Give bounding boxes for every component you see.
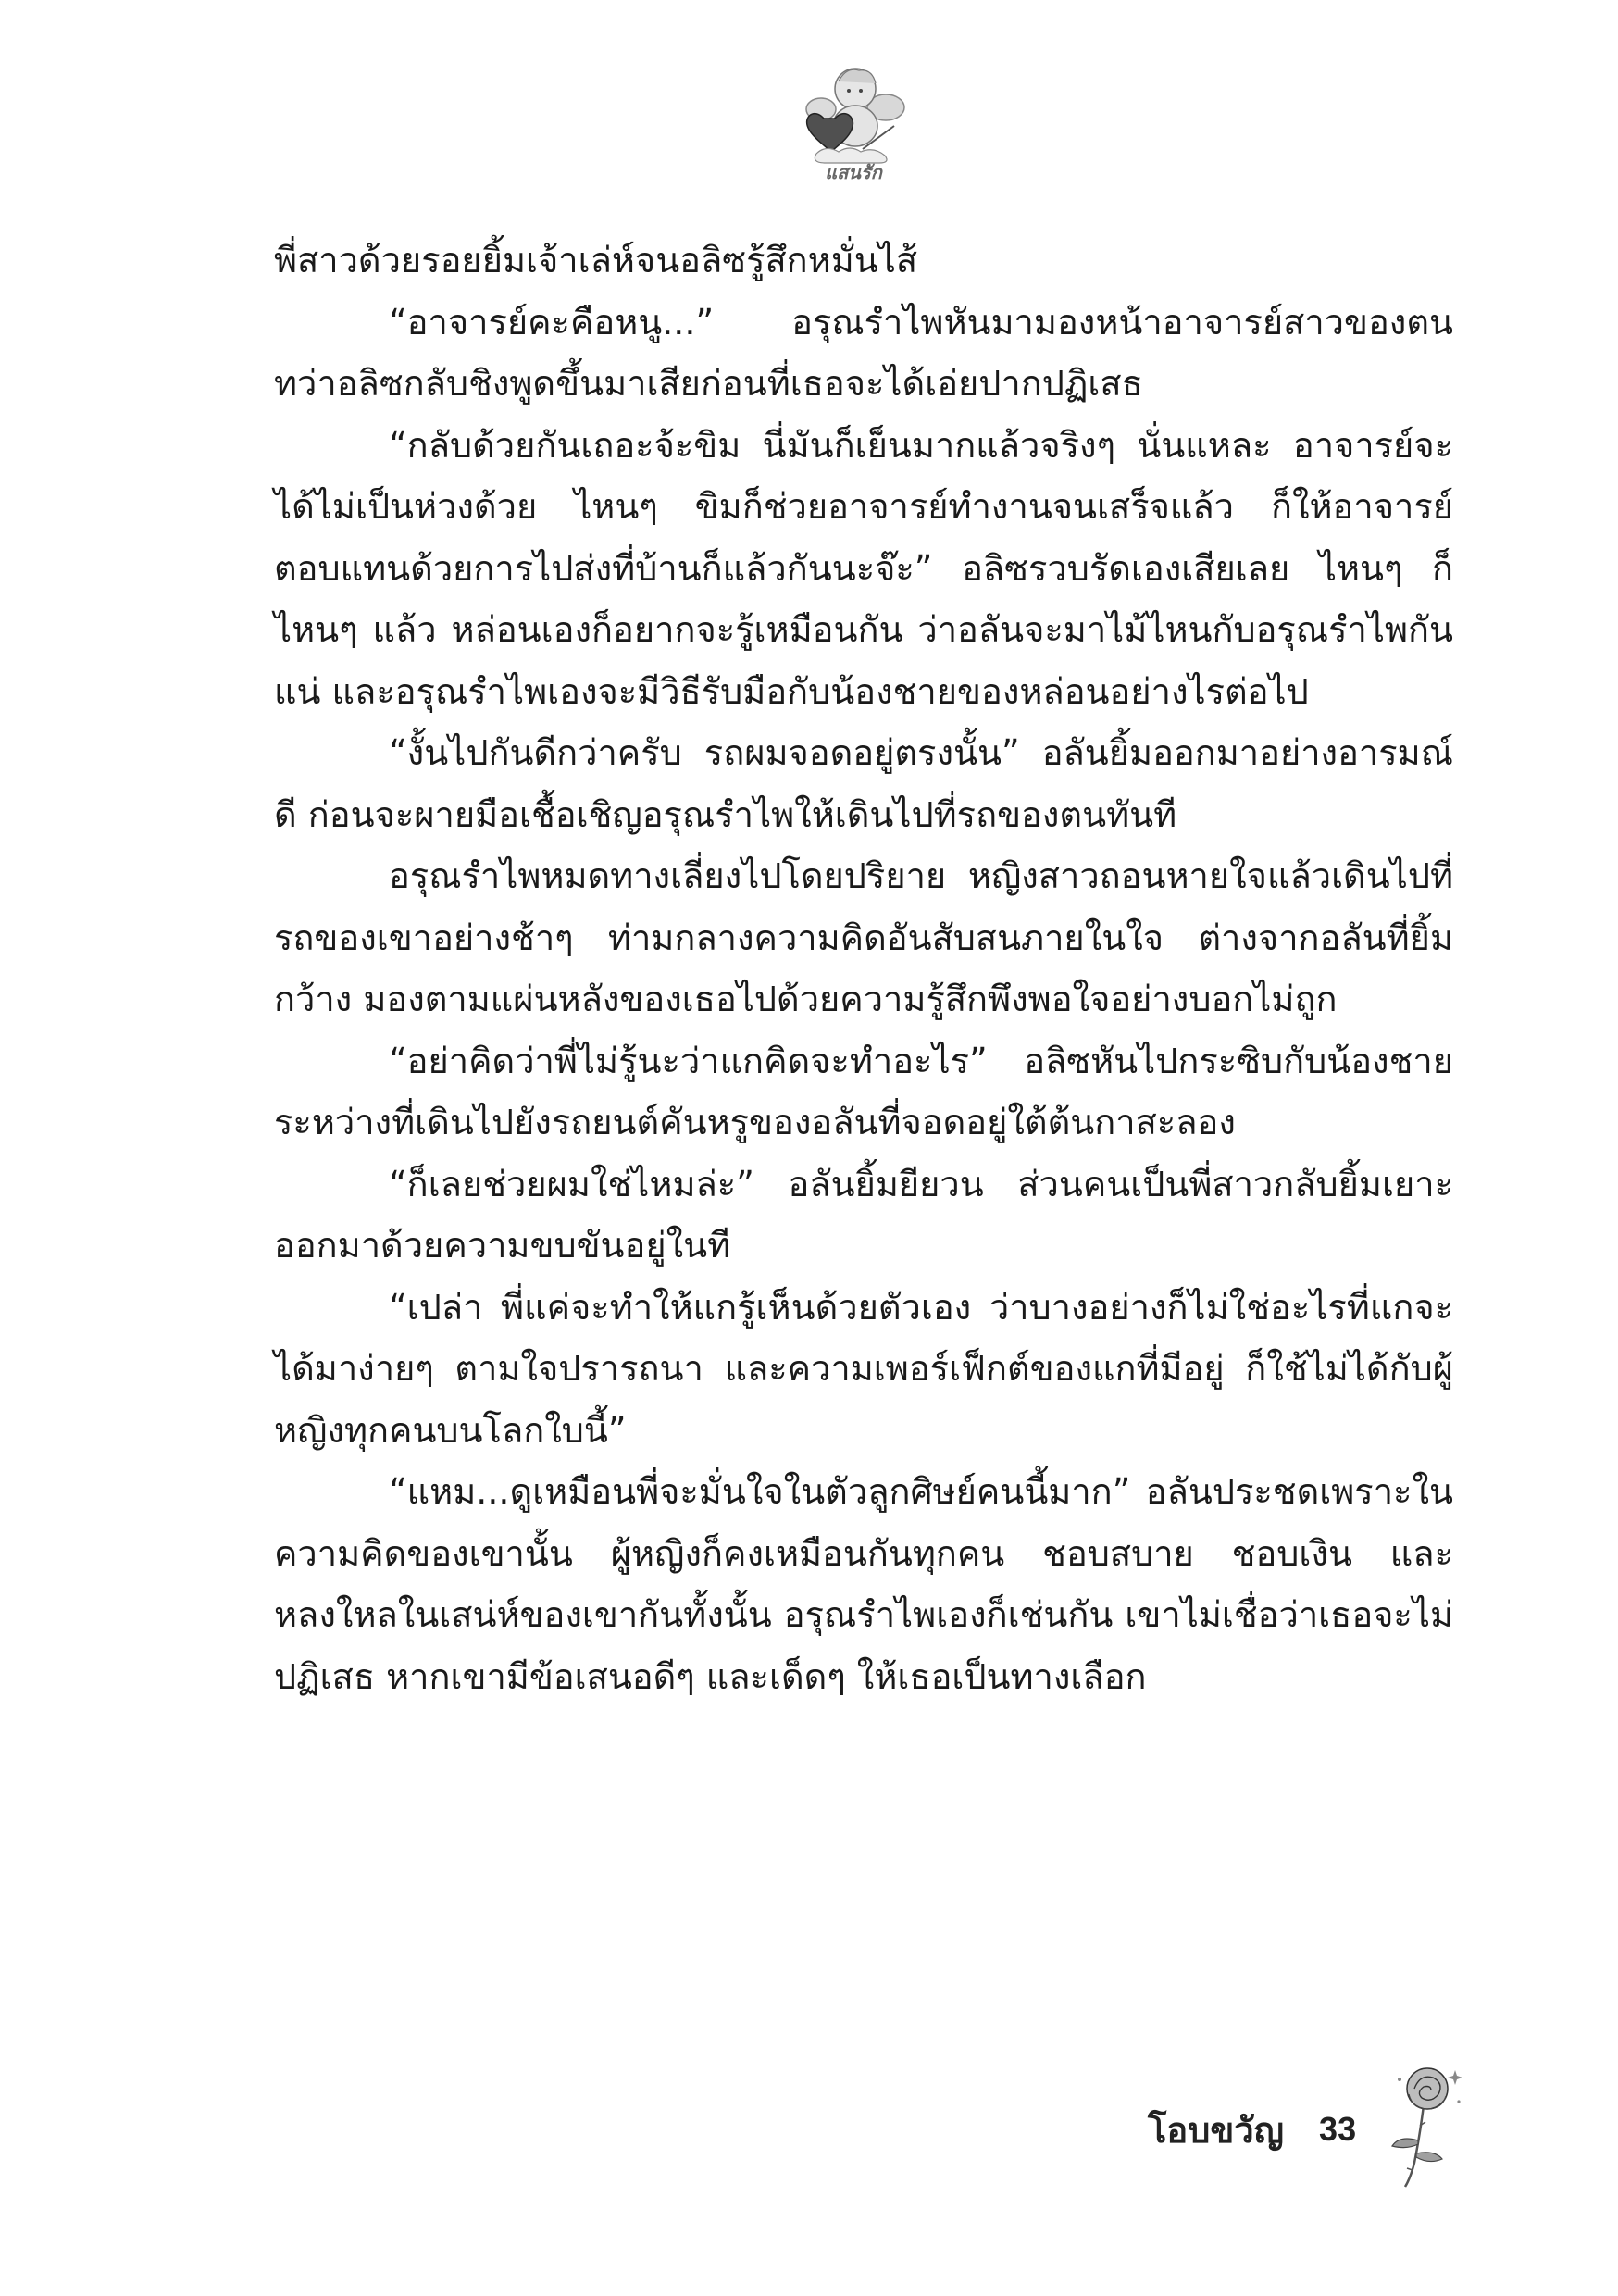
paragraph-5: อรุณรำไพหมดทางเลี่ยงไปโดยปริยาย หญิงสาวถอนหายใจแล้วเดินไปที่รถของเขาอย่างช้าๆ ท่ามกลางความคิดอันสับสนภายในใจ ต่างจากอลันที่ยิ้มกว้าง มองตามแผ่นหลังของเธอไปด้วยความรู้สึกพึงพอใจอย่างบอกไม่ถูก (274, 855, 1453, 1019)
cupid-logo (798, 61, 909, 181)
paragraph-8: “เปล่า พี่แค่จะทำให้แกรู้เห็นด้วยตัวเอง ว่าบางอย่างก็ไม่ใช่อะไรที่แกจะได้มาง่ายๆ ตามใจปรารถนา และความเพอร์เฟ็กต์ของแกที่มีอยู่ ก็ใช้ไม่ได้กับผู้หญิงทุกคนบนโลกใบนี้” (274, 1286, 1453, 1451)
logo-text: แสนรัก (825, 161, 882, 183)
chapter-body (274, 230, 1453, 1707)
book-title: โอบขวัญ (1148, 2109, 1285, 2151)
rose-icon (1387, 2061, 1470, 2190)
paragraph-2: “อาจารย์คะคือหนู...” อรุณรำไพหันมามองหน้าอาจารย์สาวของตน ทว่าอลิซกลับชิงพูดขึ้นมาเสียก่อนที่เธอจะได้เอ่ยปากปฏิเสธ (274, 301, 1453, 404)
paragraph-1: พี่สาวด้วยรอยยิ้มเจ้าเล่ห์จนอลิซรู้สึกหมั่นไส้ (274, 240, 918, 281)
paragraph-4: “งั้นไปกันดีกว่าครับ รถผมจอดอยู่ตรงนั้น” อลันยิ้มออกมาอย่างอารมณ์ดี ก่อนจะผายมือเชื้อเชิญอรุณรำไพให้เดินไปที่รถของตนทันที (274, 732, 1453, 835)
paragraph-9: “แหม...ดูเหมือนพี่จะมั่นใจในตัวลูกศิษย์คนนี้มาก” อลันประชดเพราะในความคิดของเขานั้น ผู้หญิงก็คงเหมือนกันทุกคน ชอบสบาย ชอบเงิน และหลงใหลในเสน่ห์ของเขากันทั้งนั้น อรุณรำไพเองก็เช่นกัน เขาไม่เชื่อว่าเธอจะไม่ปฏิเสธ หากเขามีข้อเสนอดีๆ และเด็ดๆ ให้เธอเป็นทางเลือก (274, 1471, 1453, 1697)
paragraph-7: “ก็เลยช่วยผมใช่ไหมล่ะ” อลันยิ้มยียวน ส่วนคนเป็นพี่สาวกลับยิ้มเยาะออกมาด้วยความขบขันอยู่ในที (274, 1163, 1453, 1266)
paragraph-6: “อย่าคิดว่าพี่ไม่รู้นะว่าแกคิดจะทำอะไร” อลิซหันไปกระซิบกับน้องชายระหว่างที่เดินไปยังรถยนต์คันหรูของอลันที่จอดอยู่ใต้ต้นกาสะลอง (274, 1040, 1453, 1142)
paragraph-3: “กลับด้วยกันเถอะจ้ะขิม นี่มันก็เย็นมากแล้วจริงๆ นั่นแหละ อาจารย์จะได้ไม่เป็นห่วงด้วย ไหนๆ ขิมก็ช่วยอาจารย์ทำงานจนเสร็จแล้ว ก็ให้อาจารย์ตอบแทนด้วยการไปส่งที่บ้านก็แล้วกันนะจ๊ะ” อลิซรวบรัดเองเสียเลย ไหนๆ ก็ไหนๆ แล้ว หล่อนเองก็อยากจะรู้เหมือนกัน ว่าอลันจะมาไม้ไหนกับอรุณรำไพกันแน่ และอรุณรำไพเองจะมีวิธีรับมือกับน้องชายของหล่อนอย่างไรต่อไป (274, 424, 1453, 712)
page-number: 33 (1319, 2110, 1357, 2148)
page-footer (1148, 2097, 1356, 2162)
